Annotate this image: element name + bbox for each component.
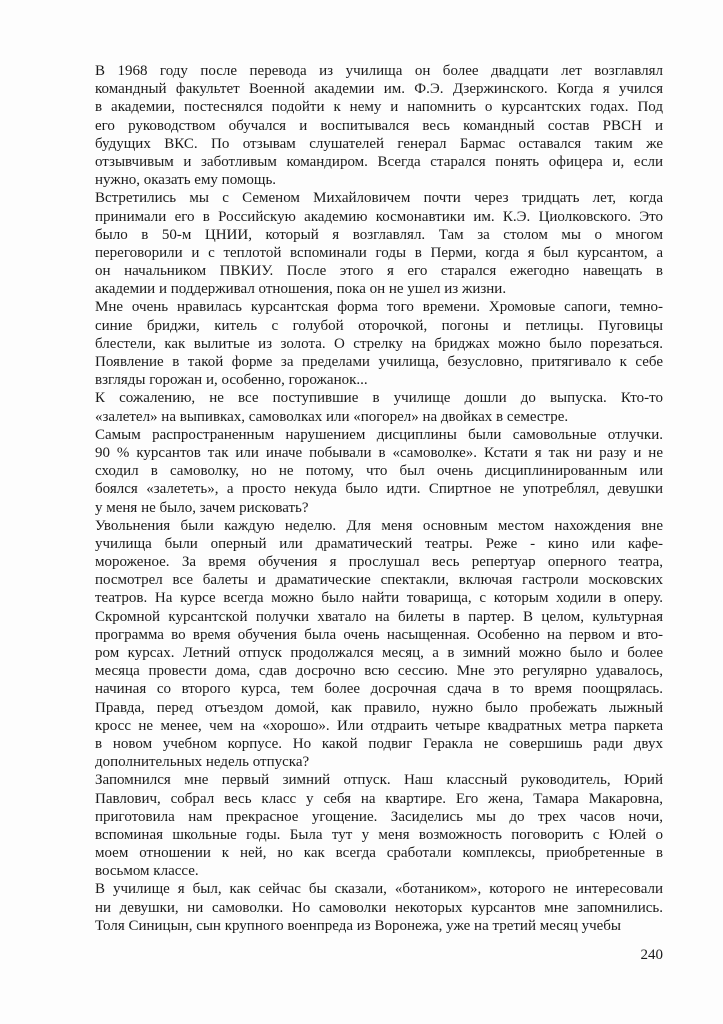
text-line: ни девушки, ни самоволки. Но самоволки некоторых курсантов мне запомнились.: [95, 899, 663, 916]
text-line: вспоминая школьные годы. Была тут у меня возможность поговорить с Юлей о: [95, 826, 663, 843]
paragraph: [95, 62, 663, 189]
text-line: взгляды горожан и, особенно, горожанок...: [95, 372, 368, 389]
text-block: [95, 62, 663, 935]
text-line: посмотрел все балеты и драматические спектакли, включая гастроли московских: [95, 572, 663, 589]
text-line: В 1968 году после перевода из училища он более двадцати лет возглавлял: [95, 63, 663, 79]
text-line: в новом учебном корпусе. Но какой подвиг Геракла не совершишь ради двух: [95, 735, 663, 752]
text-line: Павлович, собрал весь класс у себя на квартире. Его жена, Тамара Макаровна,: [95, 790, 663, 807]
text-line: Появление в такой форме за пределами училища, безусловно, притягивало к себе: [95, 354, 663, 370]
text-line: мороженое. За время обучения я прослушал весь репертуар оперного театра,: [95, 554, 663, 571]
text-line: приготовила нам прекрасное угощение. Засиделись мы до трех часов ночи,: [95, 808, 663, 825]
text-line: Мне очень нравилась курсантская форма того времени. Хромовые сапоги, темно-: [95, 299, 663, 316]
text-line: Самым распространенным нарушением дисциплины были самовольные отлучки.: [95, 426, 663, 443]
text-line: будущих ВКС. По отзывам слушателей генерал Бармас оставался таким же: [95, 135, 663, 152]
text-line: его руководством обучался и воспитывался весь командный состав РВСН и: [95, 117, 663, 134]
text-line: училища были оперный или драматический театры. Реже - кино или кафе-: [95, 535, 663, 552]
text-line: Увольнения были каждую неделю. Для меня основным местом нахождения вне: [95, 517, 663, 534]
text-line: принимали его в Российскую академию космонавтики им. К.Э. Циолковского. Это: [95, 208, 663, 225]
text-line: моем отношении к ней, но как всегда сработали комплексы, приобретенные в: [95, 845, 663, 862]
page-number: 240: [640, 947, 663, 963]
text-line: Скромной курсантской получки хватало на билеты в партер. В целом, культурная: [95, 608, 663, 625]
text-line: переговорили и с теплотой вспоминали годы в Перми, когда я был курсантом, а: [95, 244, 663, 261]
text-line: академии и поддерживал отношения, пока он не ушел из жизни.: [95, 281, 507, 298]
text-line: месяца провести дома, сдав досрочно всю сессию. Мне это регулярно удавалось,: [95, 663, 663, 680]
text-line: В училище я был, как сейчас бы сказали, «ботаником», которого не интересовали: [95, 881, 663, 898]
text-line: ром курсах. Летний отпуск продолжался месяц, а в зимний можно было и более: [95, 645, 663, 661]
paragraph: [95, 517, 663, 772]
paragraph: [95, 426, 663, 517]
text-line: блестели, как вылитые из золота. О стрелку на бриджах можно было порезаться.: [95, 335, 663, 352]
text-line: «залетел» на выпивках, самоволках или «погорел» на двойках в семестре.: [95, 408, 569, 425]
text-line: 90 % курсантов так или иначе побывали в «самоволке». Кстати я так ни разу и не: [95, 444, 663, 461]
text-line: в академии, постеснялся подойти к нему и напомнить о курсантских годах. Под: [95, 99, 663, 116]
paragraph: [95, 771, 663, 880]
paragraph: [95, 389, 663, 425]
text-line: было в 50-м ЦНИИ, который я возглавлял. Там за столом мы о многом: [95, 226, 663, 243]
text-line: К сожалению, не все поступившие в училище дошли до выпуска. Кто-то: [95, 390, 663, 407]
text-line: театров. На курсе всегда можно было найти товарища, с которым ходили в оперу.: [95, 590, 663, 607]
text-line: программа во время обучения была очень насыщенная. Особенно на первом и вто-: [95, 626, 663, 643]
text-line: он начальником ПВКИУ. После этого я его старался ежегодно навещать в: [95, 263, 663, 280]
text-line: Запомнился мне первый зимний отпуск. Наш классный руководитель, Юрий: [95, 772, 663, 789]
text-line: синие бриджи, китель с голубой оторочкой, погоны и петлицы. Пуговицы: [95, 317, 663, 334]
text-line: кросс не менее, чем на «хорошо». Или отдраить четыре квадратных метра паркета: [95, 717, 663, 734]
text-line: нужно, оказать ему помощь.: [95, 172, 277, 189]
text-line: боялся «залететь», а просто некуда было идти. Спиртное не употреблял, девушки: [95, 481, 663, 498]
text-line: командный факультет Военной академии им. Ф.Э. Дзержинского. Когда я учился: [95, 81, 663, 98]
text-line: дополнительных недель отпуска?: [95, 754, 310, 771]
paragraph: [95, 298, 663, 389]
paragraph: [95, 189, 663, 298]
text-line: Правда, перед отъездом домой, как правило, нужно было пробежать лыжный: [95, 699, 663, 716]
text-line: сходил в самоволку, но не потому, что был очень дисциплинированным или: [95, 463, 663, 480]
text-line: Толя Синицын, сын крупного военпреда из Воронежа, уже на третий месяц учебы: [95, 917, 622, 934]
paragraph: [95, 880, 663, 935]
text-line: Встретились мы с Семеном Михайловичем почти через тридцать лет, когда: [95, 190, 663, 207]
text-line: у меня не было, зачем рисковать?: [95, 499, 309, 516]
text-line: восьмом классе.: [95, 863, 199, 880]
text-line: отзывчивым и заботливым командиром. Всегда старался понять офицера и, если: [95, 153, 663, 170]
text-line: начиная со второго курса, тем более досрочная сдача в то время поощрялась.: [95, 681, 663, 698]
